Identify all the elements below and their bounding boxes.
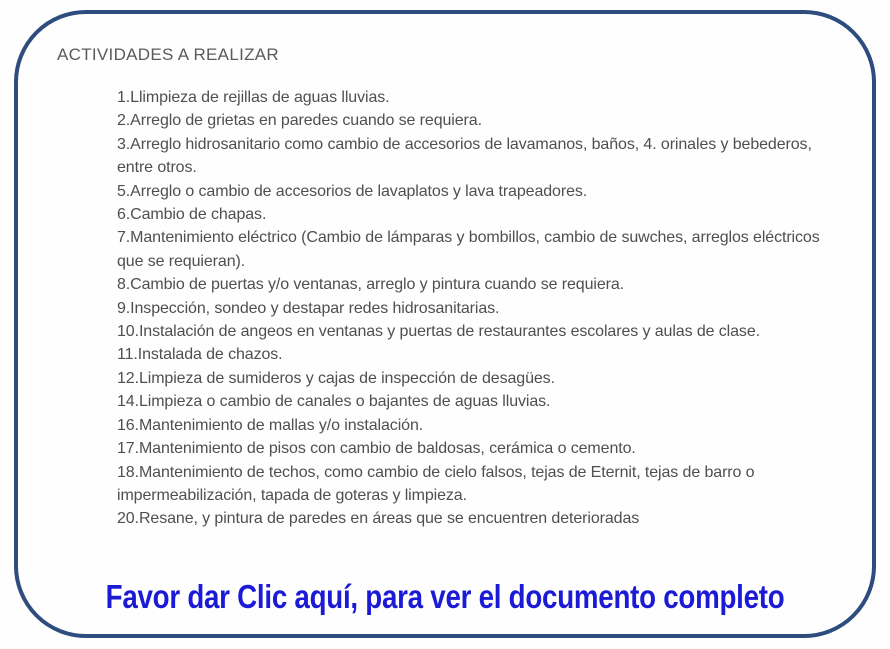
activity-item: 20.Resane, y pintura de paredes en áreas que se encuentren deterioradas xyxy=(117,510,640,528)
activity-list xyxy=(117,86,825,531)
activity-item: 16.Mantenimiento de mallas y/o instalación. xyxy=(117,416,424,434)
activity-item: 18.Mantenimiento de techos, como cambio de cielo falsos, tejas de Eternit, tejas de barro o impermeabilización, tapada de goteras y limpieza. xyxy=(117,463,755,504)
footer-link-row xyxy=(0,578,890,616)
view-full-document-link[interactable]: Favor dar Clic aquí, para ver el documento completo xyxy=(105,578,785,615)
activity-item: 2.Arreglo de grietas en paredes cuando se requiera. xyxy=(117,112,482,130)
activity-item: 1.Llimpieza de rejillas de aguas lluvias. xyxy=(117,89,390,106)
activity-item: 11.Instalada de chazos. xyxy=(117,346,283,364)
page-title: ACTIVIDADES A REALIZAR xyxy=(57,45,279,64)
activity-item: 10.Instalación de angeos en ventanas y puertas de restaurantes escolares y aulas de clase. xyxy=(117,323,760,341)
activity-item: 8.Cambio de puertas y/o ventanas, arreglo y pintura cuando se requiera. xyxy=(117,276,624,294)
activity-item: 6.Cambio de chapas. xyxy=(117,206,267,224)
activity-item: 3.Arreglo hidrosanitario como cambio de accesorios de lavamanos, baños, 4. orinales y bebederos, entre otros. xyxy=(117,135,812,177)
activity-item: 17.Mantenimiento de pisos con cambio de baldosas, cerámica o cemento. xyxy=(117,440,636,458)
activity-item: 9.Inspección, sondeo y destapar redes hidrosanitarias. xyxy=(117,299,500,317)
activity-item: 14.Limpieza o cambio de canales o bajantes de aguas lluvias. xyxy=(117,393,551,411)
activity-item: 7.Mantenimiento eléctrico (Cambio de lámparas y bombillos, cambio de suwches, arreglos eléctricos que se requieran). xyxy=(117,229,820,270)
activity-item: 12.Limpieza de sumideros y cajas de inspección de desagües. xyxy=(117,369,555,387)
activity-item: 5.Arreglo o cambio de accesorios de lavaplatos y lava trapeadores. xyxy=(117,182,588,200)
